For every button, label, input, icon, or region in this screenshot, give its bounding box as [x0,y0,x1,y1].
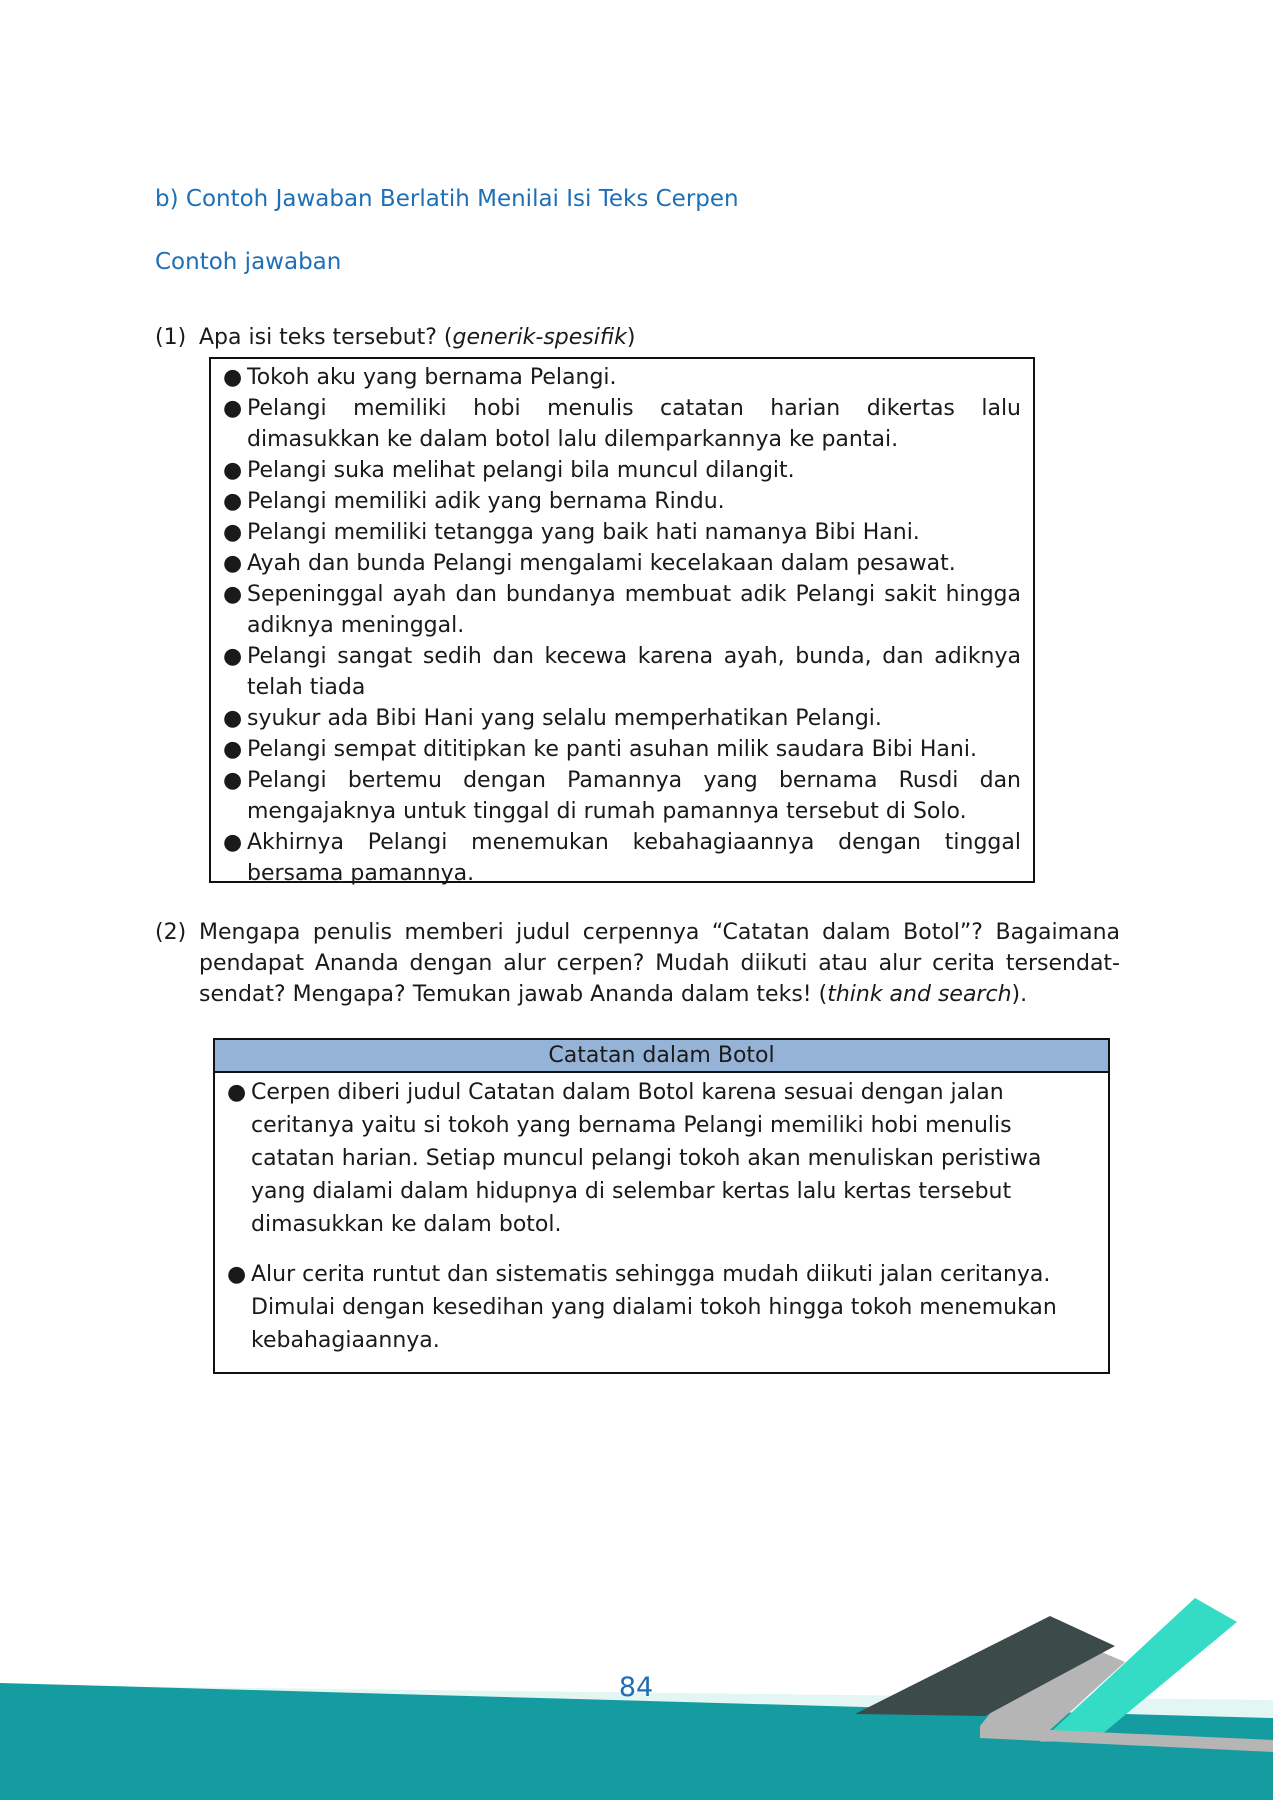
bullet-icon: ● [227,1080,247,1105]
answer-1-item-text: Pelangi bertemu dengan Pamannya yang bernama Rusdi dan mengajaknya untuk tinggal di rumah pamannya tersebut di Solo. [247,768,1021,824]
bullet-icon: ● [227,1262,247,1287]
question-2-main: Mengapa penulis memberi judul cerpennya “Catatan dalam Botol”? Bagaimana pendapat Ananda dengan alur cerpen? Mudah diikuti atau alur cerita tersendat-sendat? Mengapa? Temukan jawab Ananda dalam teks! ( [199,920,1120,1007]
answer-1-item [223,455,1021,486]
bullet-icon: ● [223,365,243,390]
question-1-text [199,322,1115,353]
question-2-suffix: ). [1011,982,1028,1007]
answer-1-item-text: Pelangi memiliki hobi menulis catatan harian dikertas lalu dimasukkan ke dalam botol lalu dilemparkannya ke pantai. [247,396,1021,452]
bullet-icon: ● [223,520,243,545]
bullet-icon: ● [223,706,243,731]
answer-1-item [223,703,1021,734]
question-1 [155,322,1115,353]
answer-1-item-text: syukur ada Bibi Hani yang selalu memperhatikan Pelangi. [247,706,882,731]
answer-1-item-text: Ayah dan bunda Pelangi mengalami kecelakaan dalam pesawat. [247,551,956,576]
bullet-icon: ● [223,830,243,855]
answer-1-item [223,579,1021,641]
answer-2-item-text: Cerpen diberi judul Catatan dalam Botol karena sesuai dengan jalan ceritanya yaitu si tokoh yang bernama Pelangi memiliki hobi menulis catatan harian. Setiap muncul pelangi tokoh akan menuliskan peristiwa yang dialami dalam hidupnya di selembar kertas lalu kertas tersebut dimasukkan ke dalam botol. [251,1080,1042,1237]
answer-1-item-text: Pelangi sangat sedih dan kecewa karena ayah, bunda, dan adiknya telah tiada [247,644,1021,700]
bullet-icon: ● [223,396,243,421]
question-2-number: (2) [155,920,187,945]
answer-2-table-header: Catatan dalam Botol [215,1040,1108,1073]
bullet-icon: ● [223,582,243,607]
answer-1-item [223,393,1021,455]
answer-2-item [227,1258,1068,1357]
bullet-icon: ● [223,737,243,762]
bullet-icon: ● [223,489,243,514]
answer-1-item [223,362,1021,393]
answer-2-table [213,1038,1110,1374]
answer-1-item [223,827,1021,889]
answer-1-item [223,548,1021,579]
answer-1-item [223,486,1021,517]
section-title: b) Contoh Jawaban Berlatih Menilai Isi Teks Cerpen [155,186,739,212]
question-1-suffix: ) [626,325,636,350]
answer-1-item-text: Akhirnya Pelangi menemukan kebahagiaannya dengan tinggal bersama pamannya. [247,830,1021,886]
answer-1-item [223,734,1021,765]
answer-1-item [223,517,1021,548]
answer-2-item [227,1076,1068,1241]
answer-1-item-text: Pelangi memiliki adik yang bernama Rindu. [247,489,725,514]
bullet-icon: ● [223,458,243,483]
answer-1-item-text: Pelangi sempat dititipkan ke panti asuhan milik saudara Bibi Hani. [247,737,977,762]
bullet-icon: ● [223,768,243,793]
question-2-italic: think and search [827,982,1012,1007]
question-2-text [199,917,1120,1010]
page-number: 84 [618,1672,654,1703]
subheading: Contoh jawaban [155,249,342,275]
question-2 [155,917,1120,1010]
question-1-main: Apa isi teks tersebut? ( [199,325,453,350]
answer-1-item [223,765,1021,827]
bullet-icon: ● [223,644,243,669]
question-1-italic: generik-spesifik [452,325,627,350]
answer-2-table-body [215,1073,1108,1357]
answer-1-box [209,357,1035,886]
answer-1-item-text: Tokoh aku yang bernama Pelangi. [247,365,617,390]
item-spacer [227,1241,1068,1258]
answer-1-item [223,641,1021,703]
answer-1-item-text: Pelangi memiliki tetangga yang baik hati namanya Bibi Hani. [247,520,920,545]
bullet-icon: ● [223,551,243,576]
answer-1-item-text: Pelangi suka melihat pelangi bila muncul dilangit. [247,458,795,483]
answer-1-item-text: Sepeninggal ayah dan bundanya membuat adik Pelangi sakit hingga adiknya meninggal. [247,582,1021,638]
answer-2-item-text: Alur cerita runtut dan sistematis sehingga mudah diikuti jalan ceritanya. Dimulai dengan kesedihan yang dialami tokoh hingga tokoh menemukan kebahagiaannya. [251,1262,1057,1353]
question-1-number: (1) [155,325,187,350]
